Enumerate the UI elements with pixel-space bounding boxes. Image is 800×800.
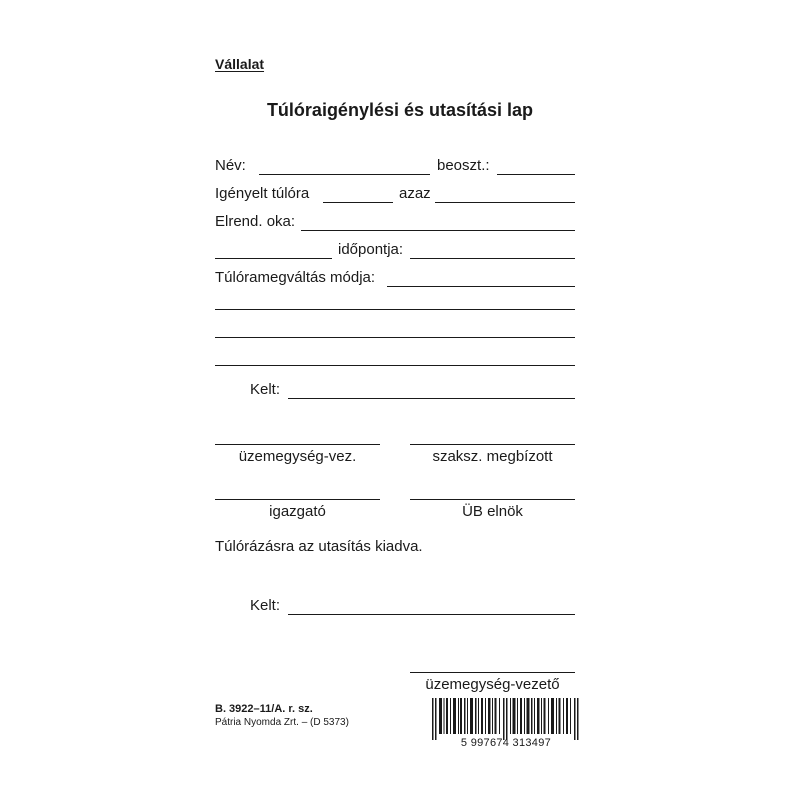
dated-field-1[interactable] — [288, 398, 575, 399]
blank-line-2[interactable] — [215, 337, 575, 338]
compensation-method-field[interactable] — [387, 286, 575, 287]
order-reason-label: Elrend. oka: — [215, 213, 296, 230]
signature-line-council-chair[interactable] — [410, 499, 575, 500]
name-field[interactable] — [259, 174, 430, 175]
council-chair-label: ÜB elnök — [462, 503, 523, 520]
position-field[interactable] — [497, 174, 575, 175]
signature-line-union-rep[interactable] — [410, 444, 575, 445]
union-rep-label: szaksz. megbízott — [432, 448, 553, 465]
instruction-text: Túlórázásra az utasítás kiadva. — [215, 538, 423, 555]
form-code: B. 3922–11/A. r. sz. — [215, 703, 313, 715]
compensation-method-label: Túlóramegváltás módja: — [215, 269, 376, 286]
order-reason-field[interactable] — [301, 230, 575, 231]
namely-label: azaz — [399, 185, 431, 202]
company-label: Vállalat — [215, 56, 265, 72]
signature-line-unit-head[interactable] — [215, 444, 380, 445]
time-field[interactable] — [410, 258, 575, 259]
printer-info: Pátria Nyomda Zrt. – (D 5373) — [215, 717, 349, 728]
blank-line-1[interactable] — [215, 309, 575, 310]
blank-line-3[interactable] — [215, 365, 575, 366]
signature-line-unit-manager[interactable] — [410, 672, 575, 673]
unit-head-label: üzemegység-vez. — [238, 448, 357, 465]
namely-field[interactable] — [435, 202, 575, 203]
director-label: igazgató — [269, 503, 326, 520]
barcode — [432, 698, 580, 742]
barcode-number: 5 997674 313497 — [460, 737, 552, 749]
position-label: beoszt.: — [437, 157, 490, 174]
form-title: Túlóraigénylési és utasítási lap — [266, 100, 534, 120]
reason-continued-field[interactable] — [215, 258, 332, 259]
dated-label-2: Kelt: — [250, 597, 281, 614]
signature-line-director[interactable] — [215, 499, 380, 500]
time-label: időpontja: — [338, 241, 404, 258]
requested-overtime-label: Igényelt túlóra — [215, 185, 310, 202]
requested-overtime-field[interactable] — [323, 202, 393, 203]
unit-manager-label: üzemegység-vezető — [425, 676, 560, 693]
dated-label-1: Kelt: — [250, 381, 281, 398]
name-label: Név: — [215, 157, 246, 174]
dated-field-2[interactable] — [288, 614, 575, 615]
